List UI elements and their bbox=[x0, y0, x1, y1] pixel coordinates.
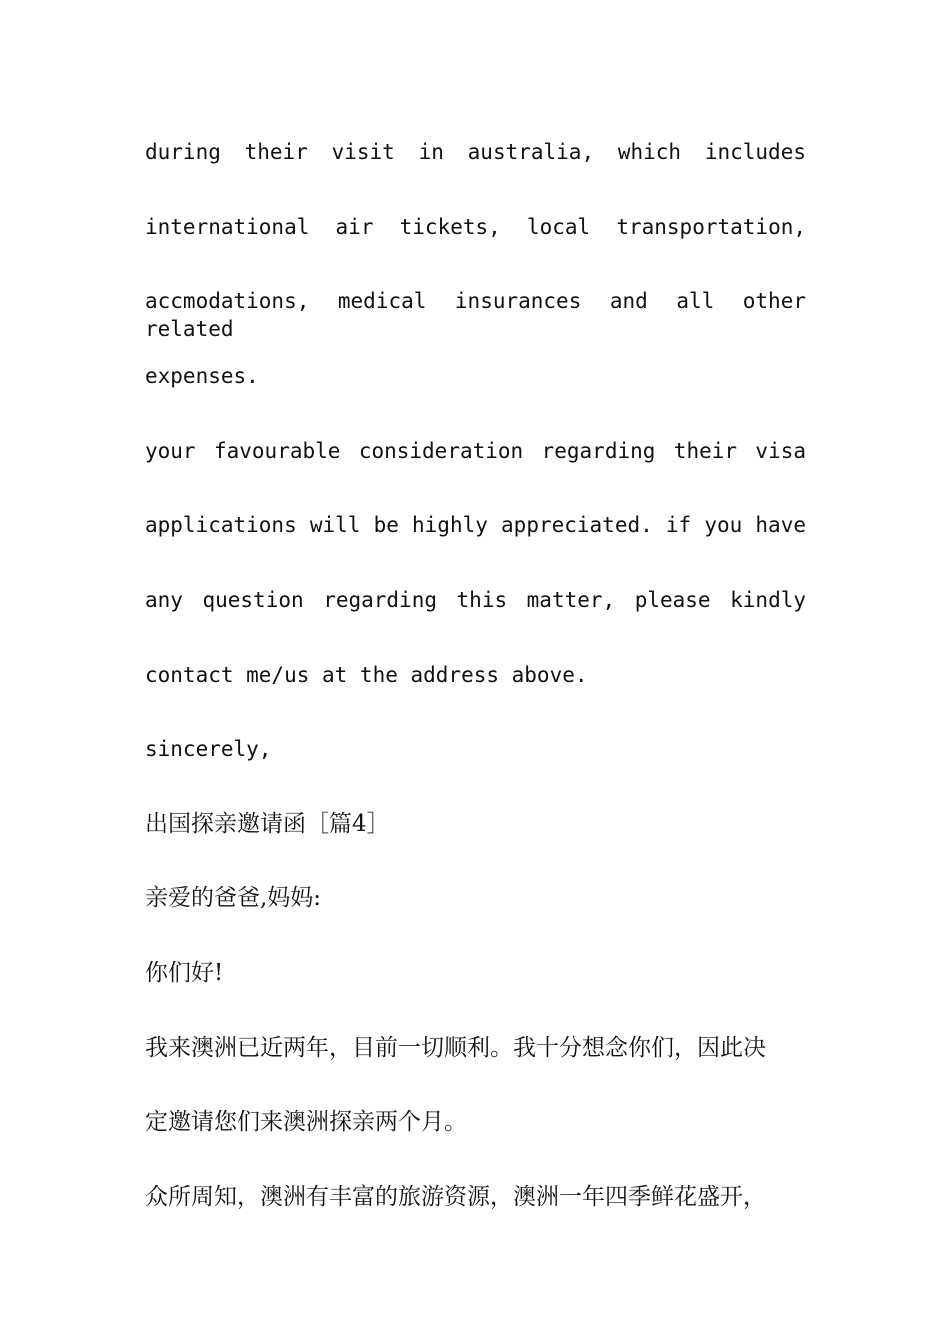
paragraph-line: 定邀请您们来澳洲探亲两个月。 bbox=[145, 1109, 467, 1135]
paragraph-line: contact me/us at the address above. bbox=[145, 663, 588, 687]
paragraph-line: expenses. bbox=[145, 364, 259, 388]
paragraph-line: your favourable consideration regarding their visa bbox=[145, 439, 806, 463]
salutation-line: 亲爱的爸爸,妈妈: bbox=[145, 885, 322, 911]
closing-line: sincerely, bbox=[145, 737, 272, 761]
paragraph-line: applications will be highly appreciated. if you have bbox=[145, 513, 806, 537]
paragraph-line: 我来澳洲已近两年，目前一切顺利。我十分想念你们，因此决 bbox=[145, 1035, 766, 1061]
paragraph-line: any question regarding this matter, please kindly bbox=[145, 588, 806, 612]
paragraph-line: 众所周知，澳洲有丰富的旅游资源，澳洲一年四季鲜花盛开， bbox=[145, 1184, 766, 1210]
paragraph-line: accmodations, medical insurances and all other related bbox=[145, 289, 806, 341]
paragraph-line: international air tickets, local transportation, bbox=[145, 215, 806, 239]
greeting-line: 你们好! bbox=[145, 960, 224, 986]
section-heading: 出国探亲邀请函［篇4］ bbox=[145, 811, 390, 837]
paragraph-line: during their visit in australia, which includes bbox=[145, 140, 806, 164]
